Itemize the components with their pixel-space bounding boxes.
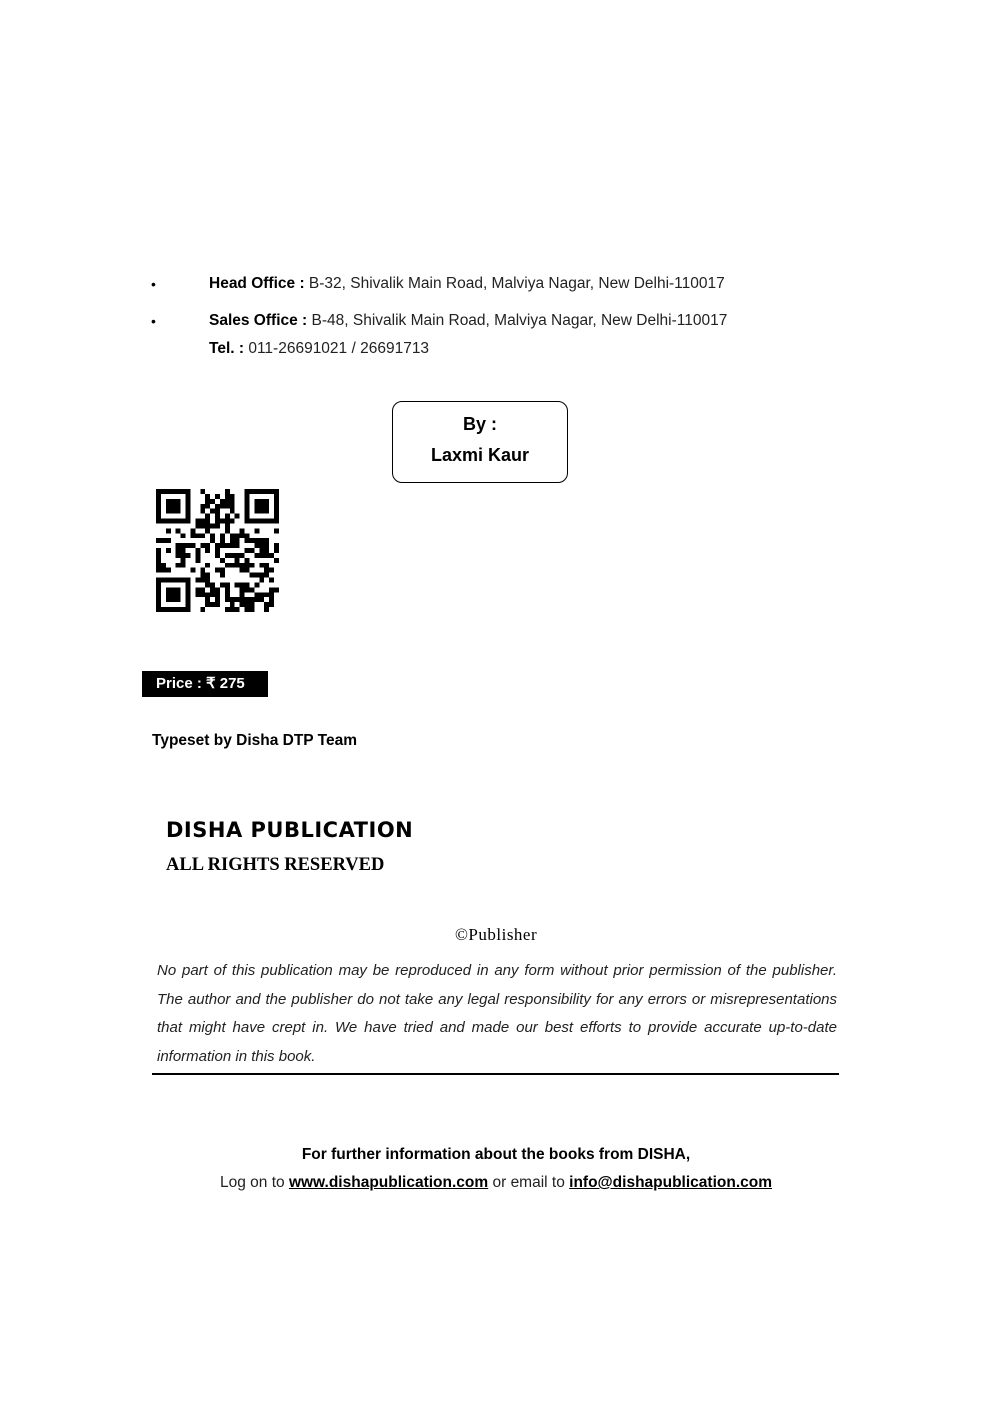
qr-module [181,553,186,558]
qr-module [269,587,274,592]
qr-module [200,533,205,538]
qr-module [245,587,250,592]
qr-module [215,597,220,602]
qr-module [240,563,245,568]
qr-module [249,602,254,607]
qr-module [235,553,240,558]
qr-module [235,538,240,543]
qr-module [215,494,220,499]
qr-module [230,607,235,612]
qr-module [200,543,205,548]
qr-module [240,533,245,538]
qr-module [161,568,166,573]
qr-module [274,548,279,553]
qr-module [230,504,235,509]
info-heading: For further information about the books from DISHA, [301,1146,691,1163]
qr-code [156,489,279,612]
qr-module [176,543,181,548]
qr-module [254,538,259,543]
qr-module [240,568,245,573]
telephone [209,340,429,358]
qr-module [269,592,274,597]
qr-module [245,558,250,563]
qr-module [245,548,250,553]
qr-module [235,563,240,568]
qr-module [264,592,269,597]
qr-module [181,563,186,568]
qr-module [254,528,259,533]
qr-module [245,538,250,543]
qr-module [156,538,161,543]
qr-module [269,602,274,607]
qr-module [215,568,220,573]
qr-module [245,582,250,587]
head-office-address: B-32, Shivalik Main Road, Malviya Nagar, New Delhi-110017 [304,275,725,292]
qr-module [215,587,220,592]
price-badge: Price : ₹ 275 [142,671,268,697]
qr-module [249,597,254,602]
qr-module [264,548,269,553]
qr-module [230,494,235,499]
qr-module [156,568,161,573]
info-contact [0,1174,992,1192]
email-link[interactable]: info@dishapublication.com [569,1174,772,1191]
qr-module [220,573,225,578]
head-office [209,275,725,293]
bullet: • [151,276,156,292]
qr-module [220,499,225,504]
qr-module [254,553,259,558]
qr-module [200,573,205,578]
qr-module [245,533,250,538]
qr-module [230,563,235,568]
tel-label: Tel. : [209,340,245,357]
qr-module [161,563,166,568]
qr-module [269,578,274,583]
qr-module [166,528,171,533]
qr-module [166,499,181,514]
qr-module [230,533,235,538]
qr-module [254,499,269,514]
qr-module [166,568,171,573]
qr-module [200,587,205,592]
by-label: By : [462,414,497,434]
qr-module [200,592,205,597]
qr-module [240,582,245,587]
qr-module [195,558,200,563]
author-name: Laxmi Kaur [430,445,530,465]
qr-module [235,582,240,587]
qr-module [249,548,254,553]
qr-module [220,504,225,509]
qr-module [205,592,210,597]
author-box [392,401,568,483]
qr-module [195,548,200,553]
qr-module [225,528,230,533]
qr-module [215,592,220,597]
qr-module [200,607,205,612]
qr-module [240,602,245,607]
qr-module [210,592,215,597]
qr-module [195,587,200,592]
qr-module [230,519,235,524]
qr-module [200,509,205,514]
qr-module [220,533,225,538]
qr-module [205,499,210,504]
qr-module [205,573,210,578]
qr-module [205,563,210,568]
qr-module [274,587,279,592]
qr-module [215,543,220,548]
qr-module [210,499,215,504]
qr-module [200,519,205,524]
qr-module [274,543,279,548]
qr-module [225,499,230,504]
qr-module [166,548,171,553]
qr-module [225,504,230,509]
qr-module [190,528,195,533]
qr-module [240,528,245,533]
qr-module [240,553,245,558]
qr-module [156,548,161,553]
qr-module [205,519,210,524]
qr-module [205,494,210,499]
qr-module [259,538,264,543]
qr-module [176,553,181,558]
qr-module [230,543,235,548]
qr-module [274,528,279,533]
qr-module [220,582,225,587]
qr-module [225,543,230,548]
qr-module [200,523,205,528]
qr-module [205,528,210,533]
sales-office-label: Sales Office : [209,312,308,329]
qr-module [176,528,181,533]
qr-module [259,597,264,602]
qr-module [259,563,264,568]
qr-module [245,568,250,573]
rights-reserved: ALL RIGHTS RESERVED [166,855,385,875]
qr-module [215,523,220,528]
qr-module [249,538,254,543]
qr-module [254,573,259,578]
qr-module [210,533,215,538]
qr-module [230,602,235,607]
qr-module [195,553,200,558]
qr-module [181,543,186,548]
qr-module [181,533,186,538]
qr-module [269,553,274,558]
qr-module [181,558,186,563]
qr-module [269,597,274,602]
qr-module [230,509,235,514]
qr-module [200,578,205,583]
qr-module [264,563,269,568]
qr-module [210,602,215,607]
qr-module [195,533,200,538]
qr-module [205,548,210,553]
qr-module [200,568,205,573]
qr-module [254,592,259,597]
qr-module [259,548,264,553]
qr-module [186,553,191,558]
tel-value: 011-26691021 / 26691713 [244,340,430,357]
qr-module [254,543,259,548]
qr-module [264,568,269,573]
qr-module [230,553,235,558]
qr-module [240,587,245,592]
qr-module [200,489,205,494]
qr-module [259,543,264,548]
qr-module [225,489,230,494]
qr-module [264,573,269,578]
qr-module [225,494,230,499]
qr-module [264,553,269,558]
qr-module [210,523,215,528]
qr-module [205,514,210,519]
qr-module [225,607,230,612]
qr-module [210,509,215,514]
qr-module [205,543,210,548]
publisher-logo: DISHA PUBLICATION [166,818,414,842]
qr-module [245,563,250,568]
qr-module [245,602,250,607]
qr-module [181,548,186,553]
info-prefix: Log on to [219,1174,289,1191]
qr-module [215,553,220,558]
qr-module [220,568,225,573]
qr-module [205,523,210,528]
qr-module [249,587,254,592]
qr-module [225,587,230,592]
disclaimer: No part of this publication may be reproduced in any form without prior permission of the publisher. The author and the publisher do not take any legal responsibility for any errors or misrepresentations that might have crept in. We have tried and made our best efforts to provide accurate up-to-date information in this book. [157,962,837,1066]
qr-module [215,548,220,553]
qr-module [215,602,220,607]
qr-module [220,538,225,543]
copyright-notice: ©Publisher [455,925,538,944]
qr-module [254,597,259,602]
qr-module [205,602,210,607]
qr-module [249,563,254,568]
qr-module [225,553,230,558]
qr-module [205,578,210,583]
head-office-label: Head Office : [209,275,305,292]
qr-module [249,607,254,612]
qr-module [205,597,210,602]
qr-module [161,538,166,543]
qr-module [156,558,161,563]
qr-module [156,563,161,568]
qr-module [235,597,240,602]
qr-module [225,523,230,528]
qr-module [215,514,220,519]
qr-module [225,582,230,587]
qr-module [249,573,254,578]
qr-module [186,543,191,548]
qr-module [225,597,230,602]
qr-module [230,538,235,543]
qr-module [235,558,240,563]
qr-module [264,538,269,543]
typeset-credit: Typeset by Disha DTP Team [152,732,358,749]
qr-module [215,519,220,524]
divider [152,1073,839,1075]
qr-module [200,504,205,509]
qr-module [240,592,245,597]
qr-module [245,607,250,612]
qr-module [195,523,200,528]
qr-module [235,514,240,519]
qr-module [190,543,195,548]
info-middle: or email to [488,1174,570,1191]
qr-module [259,573,264,578]
sales-office [209,312,727,330]
qr-module [235,543,240,548]
qr-module [230,499,235,504]
qr-module [210,538,215,543]
qr-module [220,543,225,548]
qr-module [225,563,230,568]
qr-module [190,533,195,538]
qr-module [190,568,195,573]
qr-module [195,519,200,524]
sales-office-address: B-48, Shivalik Main Road, Malviya Nagar, New Delhi-110017 [307,312,728,329]
qr-module [259,592,264,597]
qr-module [264,602,269,607]
website-link[interactable]: www.dishapublication.com [288,1174,489,1191]
qr-module [215,504,220,509]
qr-module [259,553,264,558]
qr-module [176,548,181,553]
qr-module [225,592,230,597]
qr-module [240,597,245,602]
qr-module [166,538,171,543]
qr-module [225,519,230,524]
qr-module [166,587,181,602]
qr-module [254,582,259,587]
qr-module [225,514,230,519]
qr-module [264,543,269,548]
qr-module [210,582,215,587]
qr-module [195,578,200,583]
qr-module [220,558,225,563]
qr-module [235,607,240,612]
qr-module [245,597,250,602]
qr-module [274,558,279,563]
qr-module [230,597,235,602]
qr-module [215,509,220,514]
qr-module [156,553,161,558]
qr-module [269,568,274,573]
qr-module [205,504,210,509]
qr-module [195,592,200,597]
qr-module [259,578,264,583]
bullet: • [151,313,156,329]
qr-module [210,587,215,592]
qr-module [235,533,240,538]
qr-module [176,563,181,568]
qr-module [264,607,269,612]
qr-module [220,519,225,524]
qr-module [205,582,210,587]
